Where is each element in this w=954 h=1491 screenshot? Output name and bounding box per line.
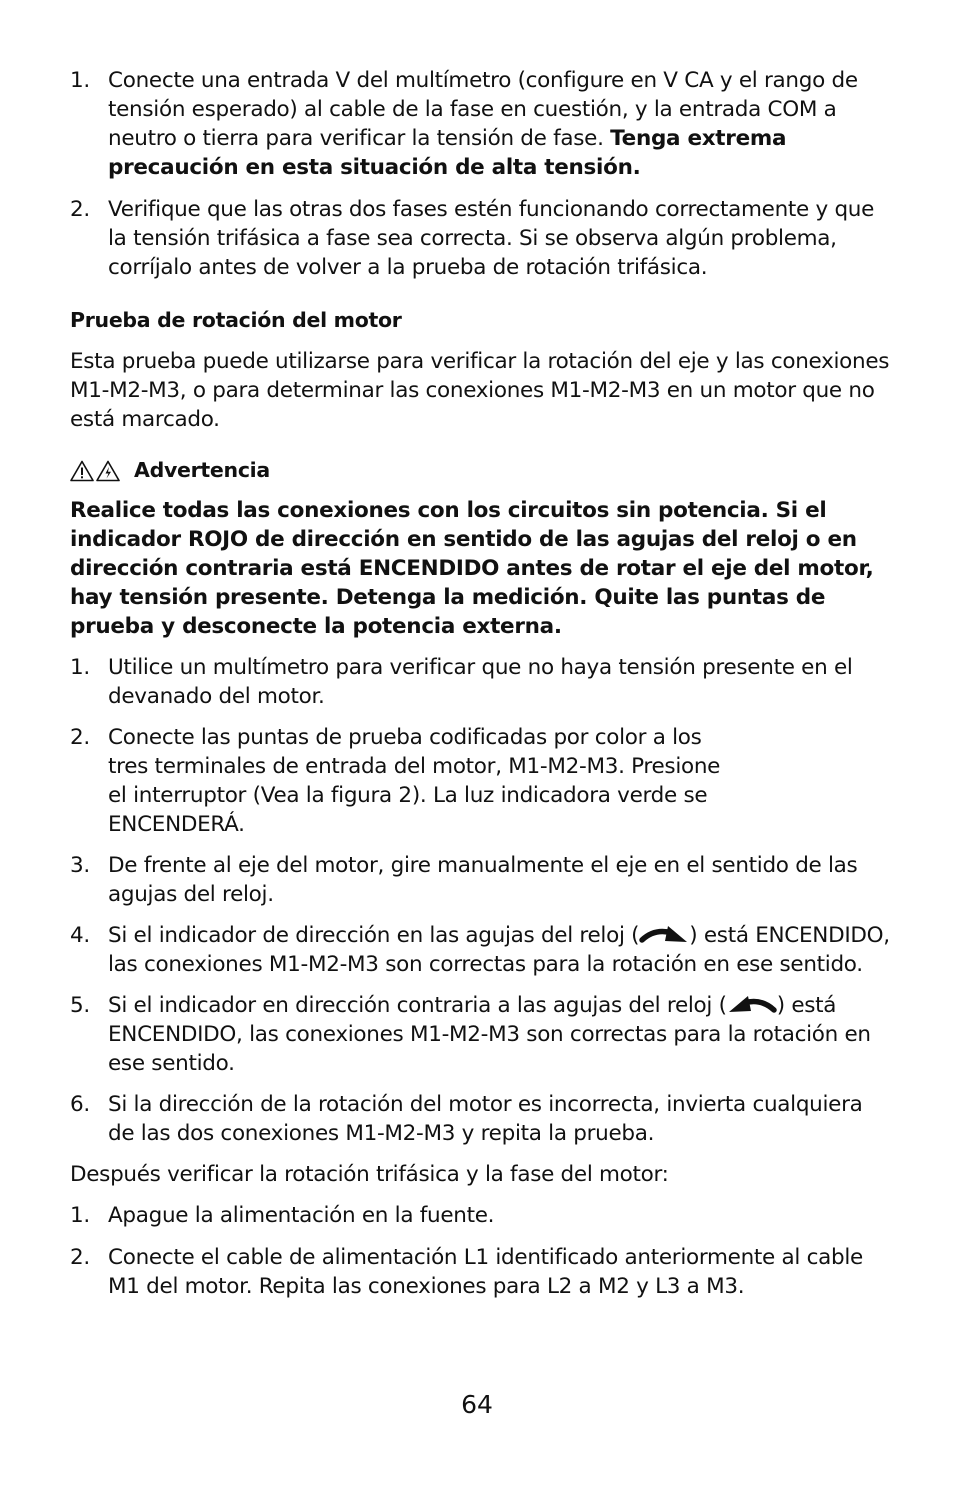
high-voltage-triangle-icon	[96, 460, 120, 482]
list-item-line: tres terminales de entrada del motor, M1-M2-M3. Presione	[108, 754, 721, 779]
warning-title: Advertencia	[134, 458, 270, 482]
list-number: 6.	[70, 1092, 90, 1117]
list-item-text: Verifique que las otras dos fases estén funcionando correctamente y que la tensión trifásica a fase sea correcta. Si se observa algún problema, corríjalo antes de volver a la prueba de rotación trifásica.	[108, 197, 875, 280]
section-heading: Prueba de rotación del motor	[70, 308, 402, 332]
list-item-text: Conecte una entrada V del multímetro (configure en V CA y el rango de tensión esperado) al cable de la fase en cuestión, y la entrada COM a neutro o tierra para verificar la tensión de fase.	[108, 68, 858, 151]
warning-heading	[70, 456, 890, 485]
phase-check-steps	[70, 66, 890, 282]
list-item	[70, 1090, 890, 1148]
list-number: 1.	[70, 655, 90, 680]
counterclockwise-arrow-icon	[727, 995, 777, 1015]
warning-icons	[70, 460, 120, 482]
list-item-text: Apague la alimentación en la fuente.	[108, 1203, 495, 1228]
warning-body: Realice todas las conexiones con los circuitos sin potencia. Si el indicador ROJO de dirección en sentido de las agujas del reloj o en dirección contraria está ENCENDIDO antes de rotar el eje del motor, hay tensión presente. Detenga la medición. Quite las puntas de prueba y desconecte la potencia externa.	[70, 498, 874, 639]
clockwise-arrow-icon	[639, 925, 689, 945]
list-item	[70, 921, 890, 979]
list-number: 1.	[70, 1203, 90, 1228]
list-item-bold-text: Tenga extrema precaución en esta situación de alta tensión.	[108, 126, 787, 180]
list-item	[70, 851, 890, 909]
list-number: 1.	[70, 68, 90, 93]
list-item	[70, 1201, 890, 1230]
list-item	[70, 1243, 890, 1301]
list-item-text: De frente al eje del motor, gire manualmente el eje en el sentido de las agujas del reloj.	[108, 853, 858, 907]
page-content	[70, 66, 890, 1301]
list-item	[70, 195, 890, 282]
after-paragraph: Después verificar la rotación trifásica y la fase del motor:	[70, 1162, 669, 1187]
list-number: 2.	[70, 725, 90, 750]
list-item-text-after: ) está ENCENDIDO, las conexiones M1-M2-M3 son correctas para la rotación en ese sentido.	[108, 923, 890, 977]
list-number: 3.	[70, 853, 90, 878]
list-item-text: Utilice un multímetro para verificar que no haya tensión presente en el devanado del motor.	[108, 655, 853, 709]
list-item-text: Conecte el cable de alimentación L1 identificado anteriormente al cable M1 del motor. Repita las conexiones para L2 a M2 y L3 a M3.	[108, 1245, 863, 1299]
list-item-line: Conecte las puntas de prueba codificadas por color a los	[108, 725, 702, 750]
page-number: 64	[461, 1390, 493, 1419]
warning-triangle-icon	[70, 460, 94, 482]
section-intro: Esta prueba puede utilizarse para verificar la rotación del eje y las conexiones M1-M2-M3, o para determinar las conexiones M1-M2-M3 en un motor que no está marcado.	[70, 349, 890, 432]
list-item-text-before: Si el indicador de dirección en las agujas del reloj (	[108, 923, 640, 948]
list-item-line: ENCENDERÁ.	[108, 812, 245, 837]
list-item-line: el interruptor (Vea la figura 2). La luz indicadora verde se	[108, 783, 708, 808]
list-item	[70, 66, 890, 182]
list-item-text: Si la dirección de la rotación del motor es incorrecta, invierta cualquiera de las dos conexiones M1-M2-M3 y repita la prueba.	[108, 1092, 863, 1146]
list-item	[70, 723, 890, 839]
list-item	[70, 653, 890, 711]
list-number: 4.	[70, 923, 90, 948]
list-item-text-after: ) está ENCENDIDO, las conexiones M1-M2-M3 son correctas para la rotación en ese sentido.	[108, 993, 871, 1076]
final-steps	[70, 1201, 890, 1301]
motor-rotation-steps	[70, 653, 890, 1148]
list-item	[70, 991, 890, 1078]
list-number: 5.	[70, 993, 90, 1018]
list-number: 2.	[70, 1245, 90, 1270]
list-number: 2.	[70, 197, 90, 222]
list-item-text-before: Si el indicador en dirección contraria a las agujas del reloj (	[108, 993, 727, 1018]
